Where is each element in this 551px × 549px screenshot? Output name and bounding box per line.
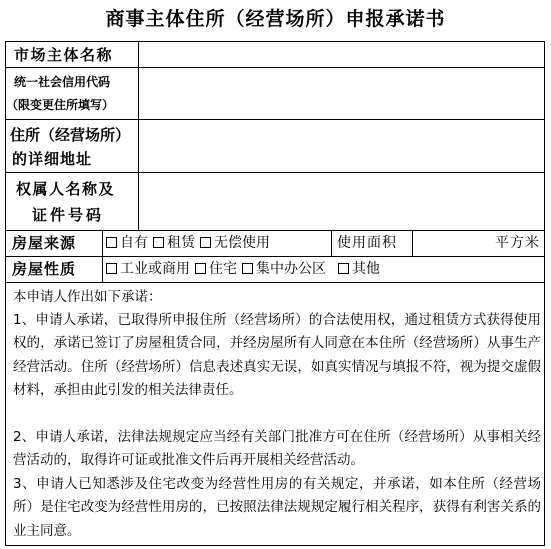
checkbox-leased[interactable]: 租赁 [153, 235, 195, 251]
checkbox-commercial[interactable]: 工业或商用 [106, 261, 190, 277]
declaration-form [5, 41, 545, 546]
area-label: 使用面积 [337, 235, 397, 251]
address-label-line2: 的详细地址 [12, 150, 93, 168]
checkbox-icon [153, 237, 164, 248]
house-nature-options [106, 257, 380, 281]
address-value[interactable] [139, 120, 544, 172]
house-source-options [106, 231, 270, 255]
checkbox-free-use[interactable]: 无偿使用 [200, 235, 270, 251]
commitment-intro: 本申请人作出如下承诺： [13, 289, 162, 305]
entity-name-label: 市场主体名称 [14, 46, 114, 64]
address-label: 住所（经营场所） [10, 126, 131, 144]
checkbox-icon [106, 237, 117, 248]
column-divider [331, 230, 332, 256]
row-divider [6, 282, 544, 283]
owner-label: 权属人名称及 [16, 180, 116, 198]
owner-value[interactable] [139, 173, 544, 230]
credit-code-note: （限变更住所填写） [6, 98, 115, 112]
area-value[interactable] [413, 231, 493, 256]
document-title: 商事主体住所（经营场所）申报承诺书 [105, 8, 446, 30]
checkbox-other[interactable]: 其他 [338, 261, 380, 277]
checkbox-icon [200, 237, 211, 248]
column-divider [102, 230, 103, 282]
checkbox-icon [106, 263, 117, 274]
house-source-label: 房屋来源 [12, 234, 77, 252]
credit-code-label: 统一社会信用代码 [14, 75, 111, 89]
commitment-item-1: 1、申请人承诺，已取得所申报住所（经营场所）的合法使用权，通过租赁方式获得使用权的，承诺已签订了房屋租赁合同，并经房屋所有人同意在本住所（经营场所）从事生产经营活动。住所（经营场所）信息表述真实无误，如真实情况与填报不符，视为提交虚假材料，承担由此引发的相关法律责任。 [13, 312, 541, 399]
checkbox-icon [195, 263, 206, 274]
entity-name-value[interactable] [139, 42, 544, 67]
area-unit: 平方米 [495, 235, 540, 251]
house-nature-label: 房屋性质 [12, 260, 77, 278]
commitment-item-3: 3、申请人已知悉涉及住宅改变为经营性用房的有关规定，并承诺，如本住所（经营场所）是住宅改变为经营性用房的，已按照法律法规规定履行相关程序，获得有利害关系的业主同意。 [13, 476, 541, 539]
checkbox-shared-office[interactable]: 集中办公区 [242, 261, 326, 277]
checkbox-owned[interactable]: 自有 [106, 235, 148, 251]
checkbox-icon [242, 263, 253, 274]
owner-id-label: 证件号码 [32, 206, 105, 224]
checkbox-icon [338, 263, 349, 274]
checkbox-residential[interactable]: 住宅 [195, 261, 237, 277]
credit-code-value[interactable] [139, 68, 544, 119]
commitment-item-2: 2、申请人承诺，法律法规规定应当经有关部门批准方可在住所（经营场所）从事相关经营活动的，取得许可证或批准文件后再开展相关经营活动。 [13, 429, 541, 469]
